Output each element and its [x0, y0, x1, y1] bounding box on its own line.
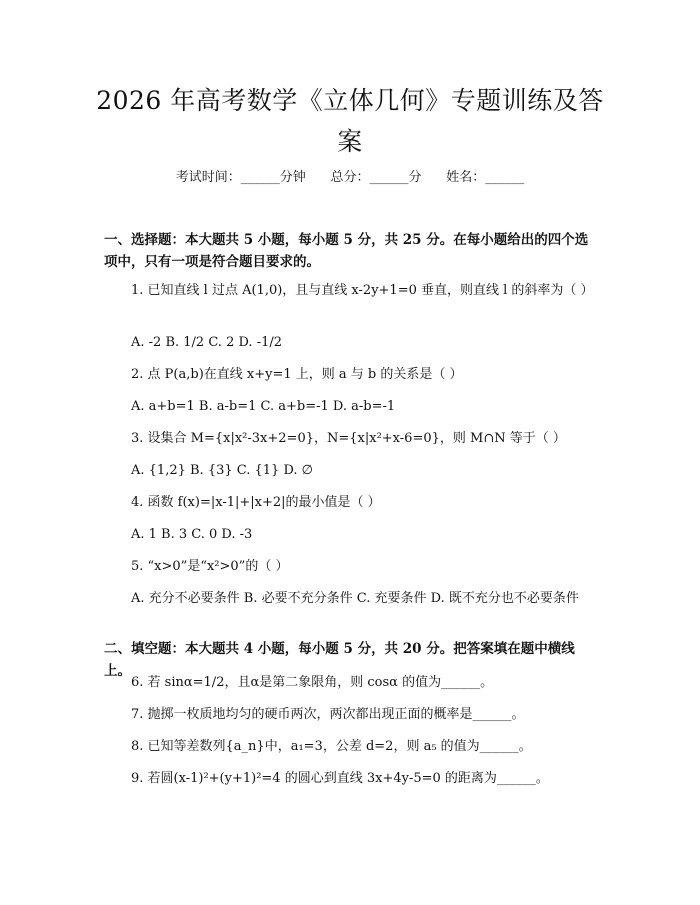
question-8-stem: 8. 已知等差数列{a_n}中，a₁=3，公差 d=2，则 a₅ 的值为______。 — [131, 739, 532, 754]
question-1-text: 1. 已知直线 l 过点 A(1,0)，且与直线 x-2y+1=0 垂直，则直线 l 的斜率为（ ） — [131, 283, 594, 298]
question-2-stem: 2. 点 P(a,b)在直线 x+y=1 上，则 a 与 b 的关系是（ ） — [131, 367, 463, 382]
question-7-stem: 7. 抛掷一枚质地均匀的硬币两次，两次都出现正面的概率是______。 — [131, 707, 525, 722]
question-3-options: A. {1,2} B. {3} C. {1} D. ∅ — [131, 463, 314, 478]
exam-info-line: 考试时间：______分钟 总分：______分 姓名：______ — [175, 170, 525, 185]
question-5-options: A. 充分不必要条件 B. 必要不充分条件 C. 充要条件 D. 既不充分也不必要条件 — [131, 591, 579, 606]
question-4-options: A. 1 B. 3 C. 0 D. -3 — [131, 527, 253, 542]
question-2-options: A. a+b=1 B. a-b=1 C. a+b=-1 D. a-b=-1 — [131, 399, 396, 414]
question-4-stem: 4. 函数 f(x)=|x-1|+|x+2|的最小值是（ ） — [131, 495, 381, 510]
question-5-options-block — [104, 588, 596, 610]
section-heading-multiple-choice: 一、选择题：本大题共 5 小题，每小题 5 分，共 25 分。在每小题给出的四个选项中，只有一项是符合题目要求的。 — [104, 232, 589, 270]
question-3-stem: 3. 设集合 M={x|x²-3x+2=0}，N={x|x²+x-6=0}，则 M∩N 等于（ ） — [131, 431, 566, 446]
question-6-stem: 6. 若 sinα=1/2，且α是第二象限角，则 cosα 的值为______。 — [131, 675, 494, 690]
document-title: 2026 年高考数学《立体几何》专题训练及答案 — [96, 86, 604, 156]
question-5-stem: 5. “x>0”是“x²>0”的（ ） — [131, 559, 289, 574]
question-9-stem: 9. 若圆(x-1)²+(y+1)²=4 的圆心到直线 3x+4y-5=0 的距离为______。 — [131, 771, 549, 786]
section-heading-fill-in-blank: 二、填空题：本大题共 4 小题，每小题 5 分，共 20 分。把答案填在题中横线上。 — [104, 641, 575, 679]
question-1-options: A. -2 B. 1/2 C. 2 D. -1/2 — [131, 335, 283, 350]
question-1-stem — [104, 280, 596, 302]
